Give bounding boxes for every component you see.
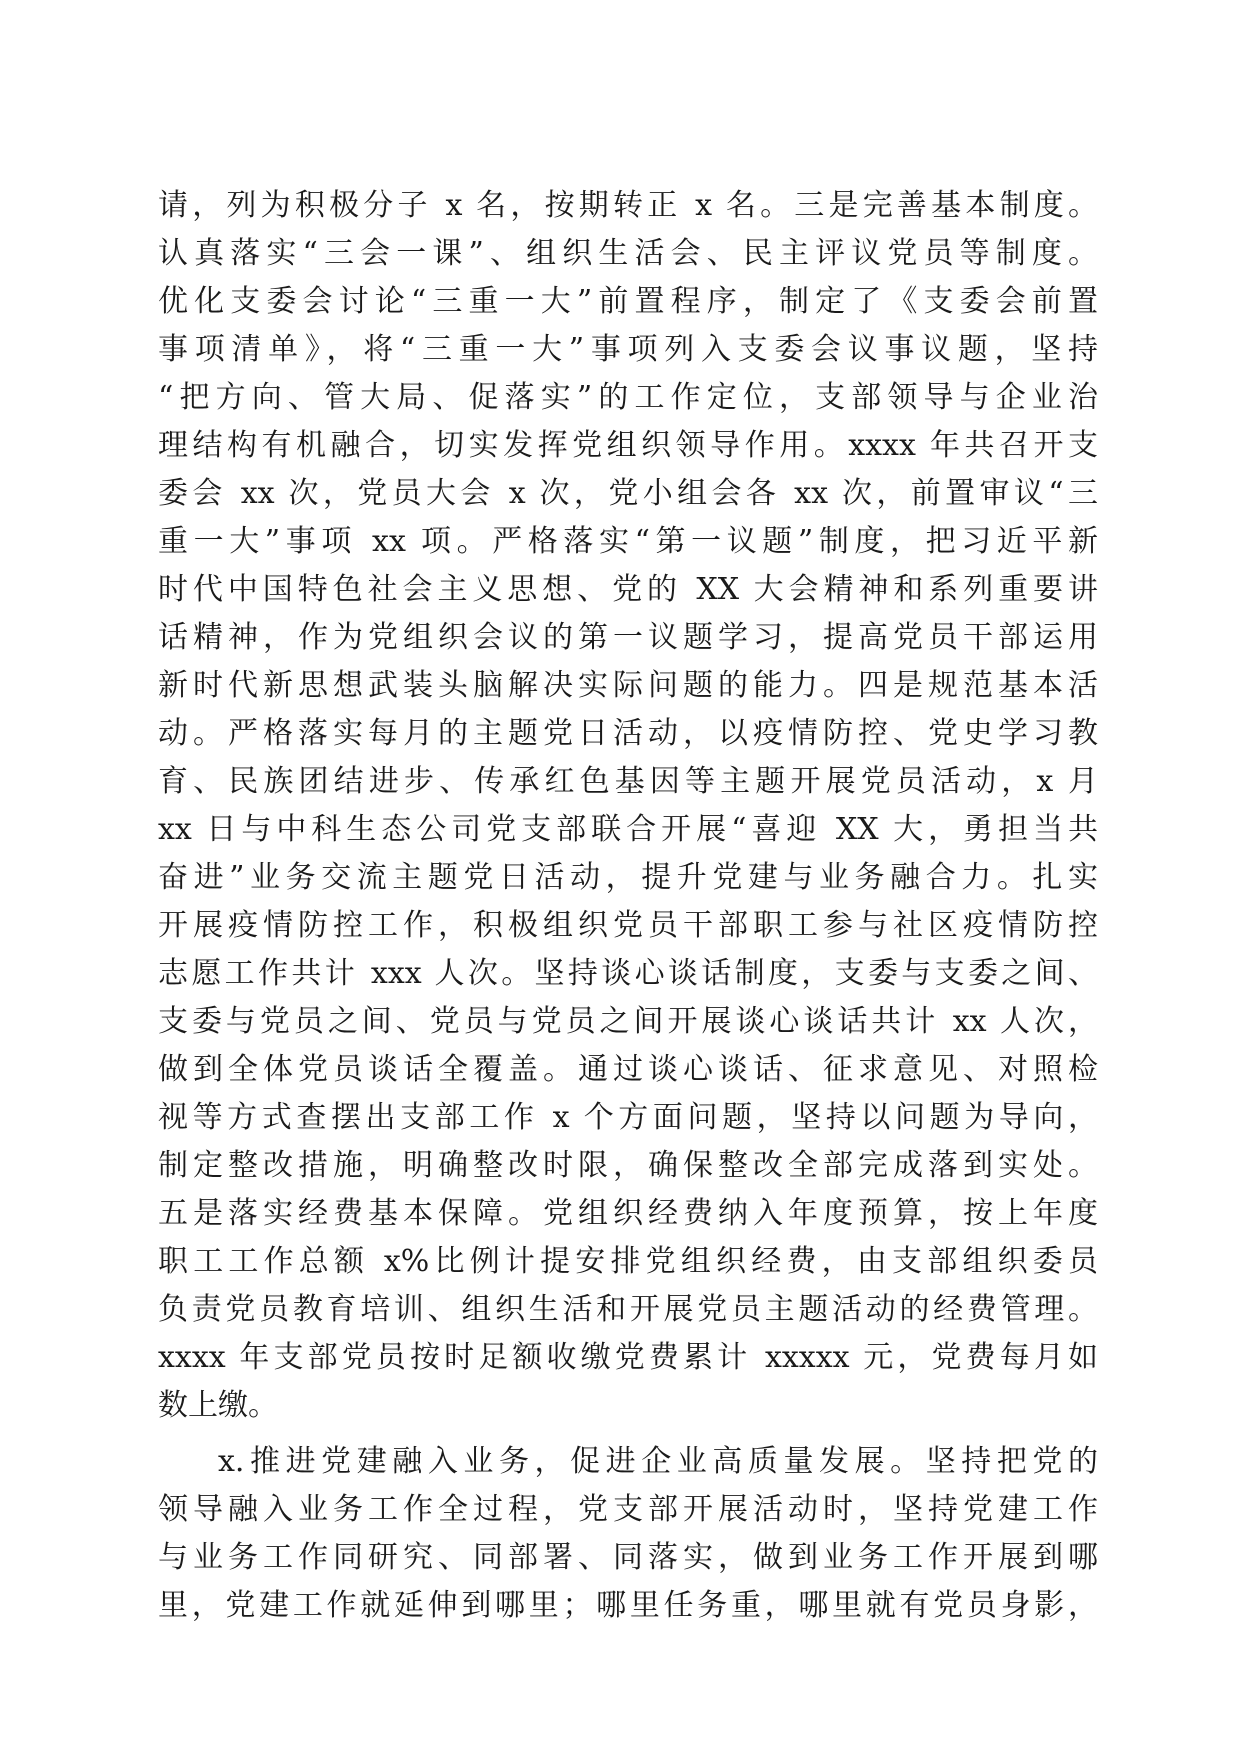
text-line: 育、民族团结进步、传承红色基因等主题开展党员活动，x 月 <box>158 764 1098 799</box>
text-line: 负责党员教育培训、组织生活和开展党员主题活动的经费管理。 <box>158 1292 1098 1327</box>
text-line: 时代中国特色社会主义思想、党的 XX 大会精神和系列重要讲 <box>158 572 1098 607</box>
text-line: 认真落实“三会一课”、组织生活会、民主评议党员等制度。 <box>158 236 1098 271</box>
text-line: 新时代新思想武装头脑解决实际问题的能力。四是规范基本活 <box>158 668 1098 703</box>
text-line: xxxx 年支部党员按时足额收缴党费累计 xxxxx 元，党费每月如 <box>158 1340 1098 1375</box>
text-line: 请，列为积极分子 x 名，按期转正 x 名。三是完善基本制度。 <box>158 188 1098 223</box>
text-line: 与业务工作同研究、同部署、同落实，做到业务工作开展到哪 <box>158 1540 1098 1575</box>
text-line: “把方向、管大局、促落实”的工作定位，支部领导与企业治 <box>158 380 1098 415</box>
text-line: 数上缴。 <box>158 1388 278 1423</box>
text-line: 理结构有机融合，切实发挥党组织领导作用。xxxx 年共召开支 <box>158 428 1098 463</box>
paragraph <box>158 182 1098 1430</box>
text-line: 重一大”事项 xx 项。严格落实“第一议题”制度，把习近平新 <box>158 524 1098 559</box>
text-line: 职工工作总额 x%比例计提安排党组织经费，由支部组织委员 <box>158 1244 1098 1279</box>
paragraph-gap <box>158 1430 1098 1438</box>
text-line: x.推进党建融入业务，促进企业高质量发展。坚持把党的 <box>218 1444 1098 1479</box>
text-line: 做到全体党员谈话全覆盖。通过谈心谈话、征求意见、对照检 <box>158 1052 1098 1087</box>
text-line: 五是落实经费基本保障。党组织经费纳入年度预算，按上年度 <box>158 1196 1098 1231</box>
text-line: 开展疫情防控工作，积极组织党员干部职工参与社区疫情防控 <box>158 908 1098 943</box>
body-text <box>158 182 1098 1630</box>
text-line: 制定整改措施，明确整改时限，确保整改全部完成落到实处。 <box>158 1148 1098 1183</box>
text-line: 领导融入业务工作全过程，党支部开展活动时，坚持党建工作 <box>158 1492 1098 1527</box>
text-line: 里，党建工作就延伸到哪里；哪里任务重，哪里就有党员身影， <box>158 1588 1098 1623</box>
text-line: 奋进”业务交流主题党日活动，提升党建与业务融合力。扎实 <box>158 860 1098 895</box>
text-line: 委会 xx 次，党员大会 x 次，党小组会各 xx 次，前置审议“三 <box>158 476 1098 511</box>
text-line: xx 日与中科生态公司党支部联合开展“喜迎 XX 大，勇担当共 <box>158 812 1098 847</box>
text-line: 志愿工作共计 xxx 人次。坚持谈心谈话制度，支委与支委之间、 <box>158 956 1098 991</box>
paragraph <box>158 1438 1098 1630</box>
text-line: 事项清单》，将“三重一大”事项列入支委会议事议题，坚持 <box>158 332 1098 367</box>
text-line: 支委与党员之间、党员与党员之间开展谈心谈话共计 xx 人次， <box>158 1004 1098 1039</box>
text-line: 话精神，作为党组织会议的第一议题学习，提高党员干部运用 <box>158 620 1098 655</box>
text-line: 动。严格落实每月的主题党日活动，以疫情防控、党史学习教 <box>158 716 1098 751</box>
text-line: 视等方式查摆出支部工作 x 个方面问题，坚持以问题为导向， <box>158 1100 1098 1135</box>
text-line: 优化支委会讨论“三重一大”前置程序，制定了《支委会前置 <box>158 284 1098 319</box>
